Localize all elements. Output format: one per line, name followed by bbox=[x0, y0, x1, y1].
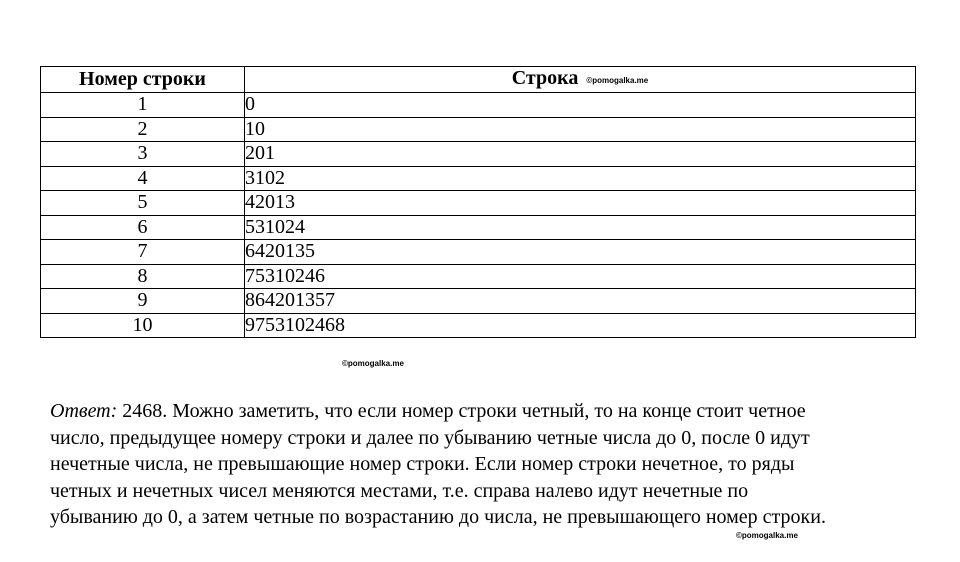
answer-watermark: ©pomogalka.me bbox=[736, 531, 798, 540]
answer-line-1-text: 2468. Можно заметить, что если номер строки четный, то на конце стоит четное bbox=[117, 400, 806, 422]
header-row-number bbox=[41, 67, 245, 93]
table-row bbox=[41, 117, 916, 142]
header-row-string-label: Строка bbox=[511, 67, 579, 89]
answer-line-3: нечетные числа, не превышающие номер строки. Если номер строки нечетное, то ряды bbox=[50, 453, 795, 475]
answer-line-2: число, предыдущее номеру строки и далее по убыванию четные числа до 0, после 0 идут bbox=[50, 426, 810, 449]
answer-line-1 bbox=[50, 398, 930, 425]
table-row bbox=[41, 313, 916, 338]
table-watermark: ©pomogalka.me bbox=[342, 359, 404, 368]
table-row bbox=[41, 93, 916, 118]
table-row bbox=[41, 191, 916, 216]
row-value-cell: 6420135 bbox=[245, 240, 916, 265]
table-row bbox=[41, 215, 916, 240]
answer-line-5: убыванию до 0, а затем четные по возрастанию до числа, не превышающего номер строки. bbox=[50, 506, 826, 528]
row-value-cell: 531024 bbox=[245, 215, 916, 240]
table-row bbox=[41, 142, 916, 167]
row-number-cell: 10 bbox=[41, 313, 245, 338]
row-value-cell: 42013 bbox=[245, 191, 916, 216]
answer-label: Ответ: bbox=[50, 400, 118, 422]
row-number-cell: 3 bbox=[41, 142, 245, 167]
row-number-cell: 5 bbox=[41, 191, 245, 216]
table-header-row bbox=[41, 67, 916, 93]
row-number-cell: 6 bbox=[41, 215, 245, 240]
row-value-cell: 201 bbox=[245, 142, 916, 167]
row-value-cell: 75310246 bbox=[245, 264, 916, 289]
header-row-string bbox=[245, 67, 916, 93]
header-row-number-label: Номер строки bbox=[79, 68, 206, 90]
answer-paragraph bbox=[50, 398, 930, 531]
row-value-cell: 10 bbox=[245, 117, 916, 142]
row-number-cell: 2 bbox=[41, 117, 245, 142]
answer-line-4: четных и нечетных чисел меняются местами, т.е. справа налево идут нечетные по bbox=[50, 479, 749, 502]
number-rows-table bbox=[40, 66, 916, 338]
table-row bbox=[41, 264, 916, 289]
table-row bbox=[41, 289, 916, 314]
row-number-cell: 8 bbox=[41, 264, 245, 289]
row-value-cell: 9753102468 bbox=[245, 313, 916, 338]
row-number-cell: 1 bbox=[41, 93, 245, 118]
row-value-cell: 0 bbox=[245, 93, 916, 118]
row-value-cell: 3102 bbox=[245, 166, 916, 191]
row-number-cell: 9 bbox=[41, 289, 245, 314]
table-row bbox=[41, 166, 916, 191]
header-watermark: ©pomogalka.me bbox=[586, 76, 649, 85]
row-number-cell: 7 bbox=[41, 240, 245, 265]
row-value-cell: 864201357 bbox=[245, 289, 916, 314]
row-number-cell: 4 bbox=[41, 166, 245, 191]
table-row bbox=[41, 240, 916, 265]
